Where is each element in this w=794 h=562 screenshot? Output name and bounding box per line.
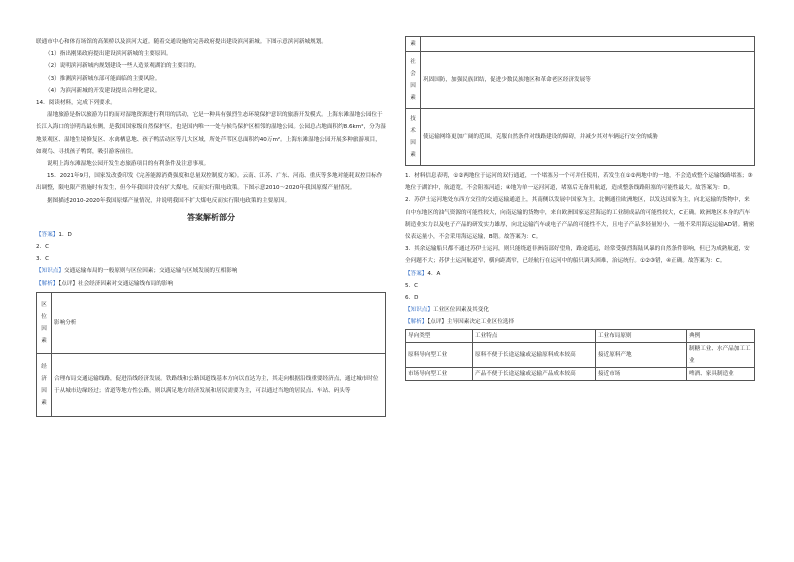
row-label: 技术因素 — [406, 109, 421, 166]
question-13-part-2: （2）说明滨河新城内规划建设一些人造景观湖泊的主要目的。 — [45, 63, 200, 70]
analysis-1 — [36, 278, 386, 290]
table-cell: 制糖工业、水产品加工工业 — [687, 342, 755, 367]
question-14-heading: 14．阅读材料，完成下列要求。 — [36, 100, 116, 107]
analysis-label: 【解析】 — [405, 319, 428, 326]
comment-text: 社会经济因素对交通运输线布局的影响 — [77, 280, 174, 287]
knowledge-point-2 — [405, 304, 755, 316]
row-label: 经济因素 — [37, 353, 52, 416]
column-header: 典例 — [687, 329, 755, 342]
left-column — [36, 36, 386, 417]
row-label: 素 — [406, 37, 421, 52]
comment-label: 【点评】 — [427, 319, 447, 326]
table-cell: 原料导向型工业 — [406, 342, 473, 367]
table-header-row — [406, 329, 755, 342]
table-row — [406, 342, 755, 367]
question-13-part-1: （1）指出刚果政府提出建设滨河新城的主要原因。 — [45, 51, 172, 58]
column-header: 导向类型 — [406, 329, 473, 342]
table-row — [406, 109, 755, 166]
answer-5: 5．C — [405, 282, 419, 289]
row-label: 社会因素 — [406, 52, 421, 109]
answer-value: 4．A — [427, 270, 441, 277]
answer-label: 【答案】 — [405, 270, 428, 277]
table-cell: 接近市场 — [596, 367, 687, 380]
question-14-prompt: 说明上海东滩湿地公园开发生态旅游项目的有利条件及注意事项。 — [47, 161, 210, 168]
table-cell: 市场导向型工业 — [406, 367, 473, 380]
answer-2: 2．C — [36, 244, 50, 251]
answer-3: 3．C — [36, 256, 50, 263]
table-row — [406, 367, 755, 380]
right-column — [405, 36, 755, 381]
column-header: 工业特点 — [473, 329, 596, 342]
answer-value: 1．D — [58, 231, 72, 238]
table-cell: 巩固国防，加强民族团结，促进少数民族地区和革命老区经济发展等 — [421, 52, 755, 109]
table-cell: 原料不便于长途运输或运输原料成本较高 — [473, 342, 596, 367]
knowledge-text: 交通运输布局的一般原则与区位因素；交通运输与区域发展的互相影响 — [63, 268, 238, 275]
table-cell: 影响分析 — [52, 292, 386, 353]
question-15-prompt: 据图描述2010-2020年我国原煤产量情况，并说明我国不扩大煤电反而实行限电政策的主要原因。 — [47, 197, 291, 204]
factor-table-part-1 — [36, 292, 386, 417]
question-14-material: 湿地旅游是指以旅游为目的而对湿地资源进行利用的活动，它是一种具有强烈生态环境保护意识的旅游开发模式。上海东滩湿地公园位于长江入海口的崇明岛最东侧，是我国国家级自然保护区，也是国内唯一一处与候鸟保护区相邻的湿地公园。公园总占地面积约8.6km²，分为湿地景观区、湿地生境修复区、水禽栖息地、孩子鸭活动区等几大区域，所处芦苇区总面积约40万m²。上海东滩湿地公园开展多种旅游项目，如观鸟、寻找孩子鸭窝，吸引游客前往。 — [36, 112, 386, 155]
table-row — [406, 37, 755, 52]
answer-4 — [405, 268, 755, 280]
table-row — [37, 292, 386, 353]
explanation-3: 3．其余运输船只都不通过苏伊士运河，则只能绕道非洲南部好望角，路途遥远，经常受强烈海陆风暴的自然条件影响，但已为成熟航道，安全问题不大；苏伊士运河航道窄，横向距离窄，已经航行在运河中的船只调头困难，治运统行。①②③错，④正确。故答案为：C。 — [405, 246, 750, 265]
question-13-part-3: （3）推测滨河新城东部可能面临的主要风险。 — [45, 75, 161, 82]
table-cell: 使运输网络更加广阔的范围，克服自然条件对线路建设的障碍，并减少其对车辆运行安全的威胁 — [421, 109, 755, 166]
knowledge-point-1 — [36, 265, 386, 277]
answer-label: 【答案】 — [36, 231, 59, 238]
table-row — [406, 52, 755, 109]
question-13-context: 联通市中心和体育场馆的高架桥以及滨河大道。随着交通设施的完善政府提出建设滨河新城。下图示意滨河新城规划。 — [36, 39, 327, 45]
table-cell: 合理布局交通运输线路，促进沿线经济发展。铁路线和公路国道线基本方向以直达为主，其走向根据沿线重要经济点，通过城市时位于从城市边缘经过；省道等地方性公路，则以满足地方经济发展和居民需要为主，可以通过当地的居民点、车站、码头等 — [52, 353, 386, 416]
industry-location-table — [405, 329, 755, 381]
answer-6: 6．D — [405, 295, 419, 302]
explanation-1: 1．材料信息表明，①②两地位于运河的双行通道，一个堵塞另一个可并任使用，若发生在①②两地中的一地，不会造成整个运输线路堵塞；③地位于湖泊中，航道宽，不会阻塞河道；④地为单一运河河道，堵塞后无备用航道，造成整条线路阻塞的可能性最大。故答案为：D。 — [405, 173, 753, 192]
table-cell: 接近原料产地 — [596, 342, 687, 367]
knowledge-text: 工业区位因素及其变化 — [432, 307, 489, 314]
question-15-material: 15．2021年9月，国家发改委印发《完善能源消费强度和总量双控制度方案》。云南、江苏、广东、河南、重庆等多地对能耗双控目标作出调整，限电限产措施时有发生，但今年我国并没有扩大煤电，反而实行限电政策。下图示意2010～2020年我国原煤产量情况。 — [36, 173, 383, 192]
row-label: 区位因素 — [37, 292, 52, 353]
table-cell: 啤酒、家具制造业 — [687, 367, 755, 380]
explanation-2: 2．苏伊士运河地处东西方交往的交通运输通道上，其南侧以发展中国家为主，北侧通往欧洲地区，以发达国家为主，向北运输的货物中，来自中东地区的油气资源的可能性较大，向南运输的货物中，来自欧洲国家运营海运的工业制成品的可能性较大，C正确。欧洲地区本身的汽车制造业实力以及电子产品的研发实力雄厚，向北运输汽车或电子产品的可能性不大，且电子产品多轻量短小，一般不采用海运运输AD错。精密仪表运量小，不会采用海运运输，B错。故答案为：C。 — [405, 197, 755, 241]
table-row — [37, 353, 386, 416]
answers-section-title: 答案解析部分 — [187, 212, 235, 222]
factor-table-part-2 — [405, 36, 755, 166]
answer-1 — [36, 229, 386, 241]
comment-text: 主导因素决定工业区位选择 — [446, 319, 515, 326]
column-header: 工业布局原则 — [596, 329, 687, 342]
question-13-part-4: （4）为滨河新城的开发建设提出合理化建议。 — [45, 87, 161, 94]
knowledge-label: 【知识点】 — [36, 268, 64, 275]
comment-label: 【点评】 — [58, 280, 78, 287]
table-cell — [421, 37, 755, 52]
analysis-label: 【解析】 — [36, 280, 59, 287]
knowledge-label: 【知识点】 — [405, 307, 433, 314]
table-cell: 产品不便于长途运输或运输产品成本较高 — [473, 367, 596, 380]
analysis-2 — [405, 316, 755, 328]
